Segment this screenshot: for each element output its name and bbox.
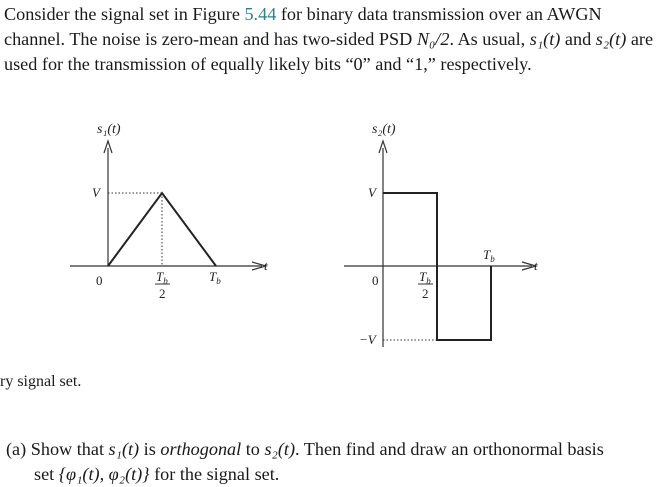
s2-half-numerator: $T_b$: [419, 269, 431, 286]
question-label: (a): [6, 439, 27, 459]
question-a: (a) Show that s₁(t) is orthogonal to s₂(t). Then find and draw an orthonormal basis set {φ₁(t), φ₂(t)} for the signal set.: [6, 437, 658, 487]
s1-symbol: s₁(t): [529, 29, 561, 49]
s1-half-numerator: $T_b$: [156, 269, 168, 286]
figure-caption: ry signal set.: [0, 373, 82, 390]
s2-tb-label: $T_b$: [483, 247, 495, 264]
s1-axis-label: s₁(t): [97, 122, 121, 137]
s2-half-denominator: 2: [422, 286, 429, 301]
plot-s1: [70, 141, 266, 284]
orthogonal-term: orthogonal: [160, 439, 242, 459]
s1-v-label: V: [92, 185, 100, 200]
s2-axis-label: s₂(t): [372, 122, 396, 137]
s1-origin-label: 0: [96, 273, 103, 288]
s1-t-label: t: [264, 258, 268, 273]
s1-tb-label: $T_b$: [209, 269, 221, 286]
s2-t-label: t: [534, 258, 538, 273]
s2-v-label: V: [368, 185, 376, 200]
s2-neg-v-label: −V: [359, 332, 376, 347]
s1-half-denominator: 2: [159, 286, 166, 301]
basis-set: {φ₁(t), φ₂(t)}: [58, 464, 150, 484]
s2-origin-label: 0: [372, 273, 379, 288]
plot-s2: [344, 141, 536, 347]
figure-reference-link[interactable]: 5.44: [244, 4, 277, 24]
psd-expression: N₀/2: [416, 29, 450, 49]
problem-statement: Consider the signal set in Figure 5.44 for binary data transmission over an AWGN channel. The noise is zero-mean and has two-sided PSD N₀/2. As usual, s₁(t) and s₂(t) are used for the transmission of equally likely bits “0” and “1,” respectively.: [4, 4, 654, 74]
question-a-line2: set {φ₁(t), φ₂(t)} for the signal set.: [34, 464, 280, 484]
s2-symbol: s₂(t): [595, 29, 627, 49]
